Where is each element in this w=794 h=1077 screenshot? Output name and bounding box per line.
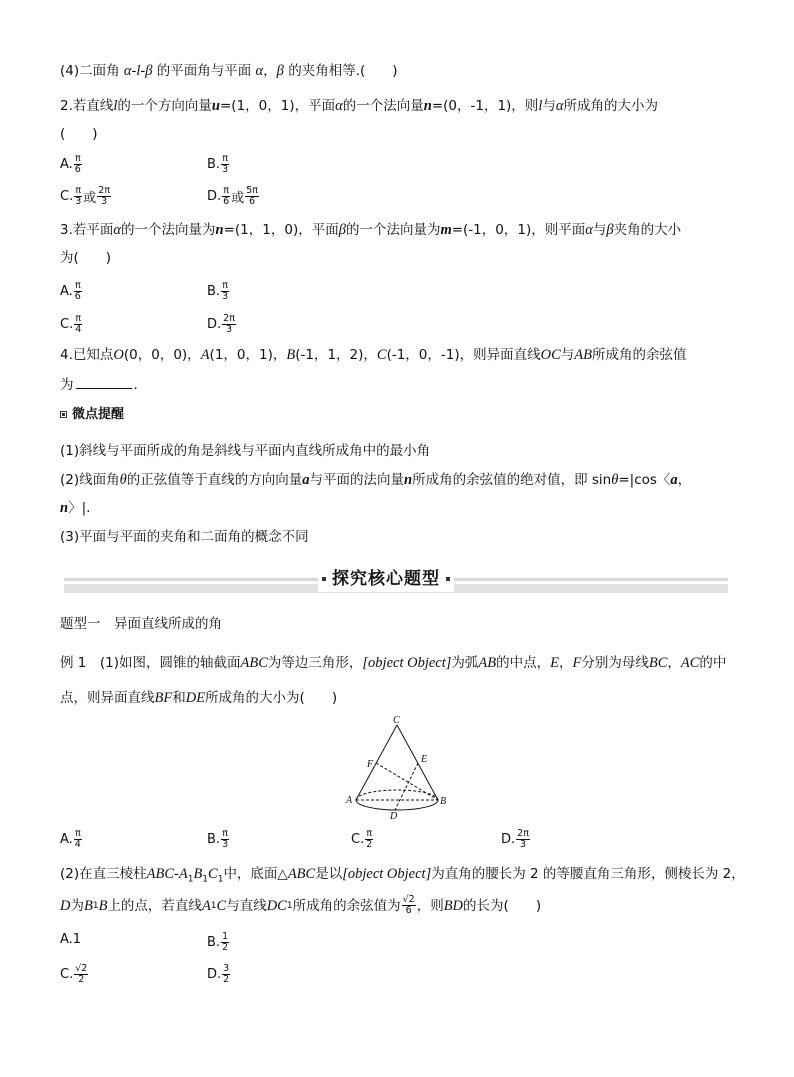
tip-1: (1)斜线与平面所成的角是斜线与平面内直线所成角中的最小角 xyxy=(60,443,431,459)
label-a: A xyxy=(346,795,353,806)
example-1-line2: 点，则异面直线BF和DE所成角的大小为( ) xyxy=(60,690,338,706)
question-4-line2: 为 . xyxy=(60,374,138,395)
label-d: D xyxy=(390,811,398,822)
tip-2: (2)线面角θ的正弦值等于直线的方向向量a与平面的法向量n所成角的余弦值的绝对值，即 sinθ=|cos〈a， xyxy=(60,472,692,488)
tip-3: (3)平面与平面的夹角和二面角的概念不同 xyxy=(60,529,309,545)
statement-4: (4)二面角 α-l-β 的平面角与平面 α，β 的夹角相等.( ) xyxy=(60,63,398,79)
q2-option-c[interactable]: C. $\frac{\pi}{3}$ 或 $\frac{2\pi}{3}$ xyxy=(60,185,111,207)
example-1-text: 例 1 (1)如图，圆锥的轴截面ABC为等边三角形，[object Object]为弧AB的中点，E，F分别为母线BC，AC的中 xyxy=(60,655,727,671)
tip-icon xyxy=(60,411,67,418)
cone-figure xyxy=(340,712,460,822)
ex1-option-c[interactable]: C. $\frac{\pi}{2}$ xyxy=(351,828,373,850)
label-b: B xyxy=(440,796,447,807)
question-3-text: 3.若平面α的一个法向量为n=(1，1，0)，平面β的一个法向量为m=(-1，0，1)，则平面α与β夹角的大小 xyxy=(60,222,682,238)
question-3-line2: 为( ) xyxy=(60,250,112,266)
q3-option-c[interactable]: C. $\frac{\pi}{4}$ xyxy=(60,313,82,335)
section-title: 题型一 异面直线所成的角 xyxy=(60,616,222,632)
label-e: E xyxy=(421,754,428,765)
ex1-option-d[interactable]: D. $\frac{2\pi}{3}$ xyxy=(501,828,529,850)
tip-2-cont: n〉|. xyxy=(60,500,91,516)
tips-title: 微点提醒 xyxy=(72,407,125,422)
q3-option-d[interactable]: D. $\frac{2\pi}{3}$ xyxy=(207,313,235,335)
question-2-paren: ( ) xyxy=(60,126,98,142)
question-4-text: 4.已知点O(0，0，0)，A(1，0，1)，B(-1，1，2)，C(-1，0，-1)，则异面直线OC与AB所成角的余弦值 xyxy=(60,347,687,363)
ex1p2-option-c[interactable]: C. $\frac{√2}{2}$ xyxy=(60,963,88,985)
label-f: F xyxy=(367,759,374,770)
example-1-part-2-line2: D 为 B 1 B 上的点，若直线 A 1 C 与直线 DC 1 所成角的余弦值为 $\frac{√2}{6}$ ，则 BD 的长为( ) xyxy=(60,894,542,916)
answer-blank[interactable] xyxy=(76,374,132,389)
ex1p2-option-b[interactable]: B. $\frac{1}{2}$ xyxy=(207,931,229,953)
q2-option-a[interactable]: A. $\frac{\pi}{6}$ xyxy=(60,153,81,175)
q2-option-b[interactable]: B. $\frac{\pi}{3}$ xyxy=(207,153,229,175)
ex1p2-option-d[interactable]: D. $\frac{3}{2}$ xyxy=(207,963,230,985)
banner-title: 探究核心题型 xyxy=(318,566,454,592)
example-1-part-2: (2)在直三棱柱ABC-$A_1B_1C_1$中，底面△ABC是以[object Object]为直角的腰长为 2 的等腰直角三角形，侧棱长为 2， xyxy=(60,866,745,885)
ex1-option-a[interactable]: A. $\frac{\pi}{4}$ xyxy=(60,828,81,850)
label-c: C xyxy=(393,715,400,726)
q2-option-d[interactable]: D. $\frac{\pi}{6}$ 或 $\frac{5\pi}{6}$ xyxy=(207,185,258,207)
question-2-text: 2.若直线l的一个方向向量u=(1，0，1)，平面α的一个法向量n=(0，-1，1)，则l与α所成角的大小为 xyxy=(60,98,658,114)
q3-option-a[interactable]: A. $\frac{\pi}{6}$ xyxy=(60,280,81,302)
q3-option-b[interactable]: B. $\frac{\pi}{3}$ xyxy=(207,280,229,302)
ex1p2-option-a[interactable]: A. 1 xyxy=(60,932,82,947)
ex1-option-b[interactable]: B. $\frac{\pi}{3}$ xyxy=(207,828,229,850)
